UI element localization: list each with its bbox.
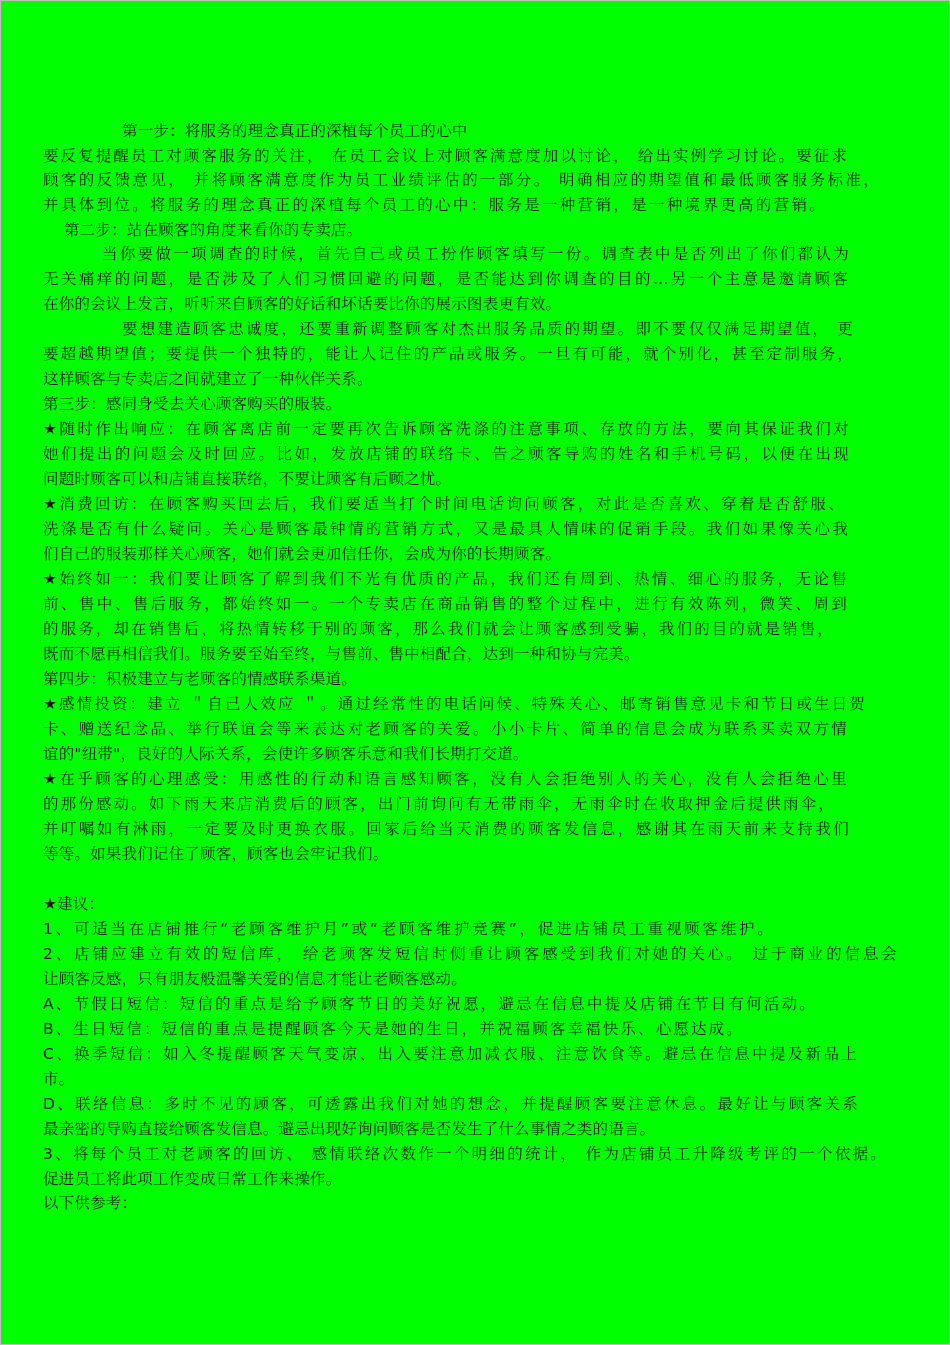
text-line: 最亲密的导购直接给顾客发信息。避忌出现好询问顾客是否发生了什么事情之类的语言。: [43, 1120, 656, 1138]
text-line: 要反复提醒员工对顾客服务的关注， 在员工会议上对顾客满意度加以讨论， 给出实例学习讨论。要征求: [43, 147, 847, 165]
text-line: 既而不愿再相信我们。服务要至始至终，与售前、售中相配合，达到一种和协与完美。: [43, 645, 640, 663]
text-line: 第一步：将服务的理念真正的深植每个员工的心中: [122, 122, 468, 140]
text-line: 第三步：感同身受去关心顾客购买的服装。: [43, 395, 342, 413]
text-line: 问题时顾客可以和店铺直接联络，不要让顾客有后顾之忧。: [43, 470, 452, 488]
text-line: ★在乎顾客的心理感受：用感性的行动和语言感知顾客，没有人会拒绝别人的关心，没有人会拒绝心里: [43, 770, 847, 788]
text-line: 要超越期望值；要提供一个独特的，能让人记住的产品或服务。一旦有可能，就个别化，甚至定制服务，: [43, 345, 853, 363]
text-line: 前、售中、售后服务，都始终如一。一个专卖店在商品销售的整个过程中，进行有效陈列，微笑、周到: [43, 595, 847, 613]
text-line: 在你的会议上发言，听听来自顾客的好话和坏话要比你的展示图表更有效。: [43, 295, 562, 313]
text-line: 第二步：站在顾客的角度来看你的专卖店。: [64, 221, 363, 239]
text-line: 市。: [43, 1070, 75, 1088]
text-line: 谊的"纽带"，良好的人际关系，会使许多顾客乐意和我们长期打交道。: [43, 745, 529, 763]
text-line: ★建议：: [43, 895, 105, 913]
text-line: ★感情投资：建立 ＂自己人效应 ＂。通过经常性的电话问候、特殊关心、邮寄销售意见卡和节日或生日贺: [43, 695, 865, 713]
text-line: 的服务，却在销售后，将热情转移于别的顾客，那么我们就会让顾客感到受骗，我们的目的就是销售，: [43, 620, 833, 638]
text-line: 卡、赠送纪念品、举行联谊会等来表达对老顾客的关爱。小小卡片、简单的信息会成为联系买卖双方情: [43, 720, 847, 738]
text-line: 3、将每个员工对老顾客的回访、 感情联络次数作一个明细的统计， 作为店铺员工升降级考评的一个依据。: [43, 1145, 886, 1163]
text-line: D、联络信息：多时不见的顾客，可透露出我们对她的想念，并提醒顾客要注意休息。最好让与顾客关系: [43, 1095, 858, 1113]
text-line: 等等。如果我们记住了顾客，顾客也会牢记我们。: [43, 845, 389, 863]
text-line: 以下供参考：: [43, 1194, 138, 1212]
text-line: 顾客的反馈意见， 并将顾客满意度作为员工业绩评估的一部分。 明确相应的期望值和最低顾客服务标准，: [43, 171, 879, 189]
text-line: 要想建造顾客忠诚度，还要重新调整顾客对杰出服务品质的期望。即不要仅仅满足期望值， 更: [122, 320, 853, 338]
text-line: 2、店铺应建立有效的短信库， 给老顾客发短信时侧重让顾客感受到我们对她的关心。 过于商业的信息会: [43, 945, 897, 963]
text-line: 当你要做一项调查的时候，首先自己或员工扮作顾客填写一份。调查表中是否列出了你们都认为: [102, 245, 849, 263]
text-line: ★始终如一：我们要让顾客了解到我们不光有优质的产品，我们还有周到、热情、细心的服务，无论售: [43, 570, 847, 588]
text-line: 无关痛痒的问题，是否涉及了人们习惯回避的问题，是否能达到你调查的目的…另一个主意是邀请顾客: [43, 270, 848, 288]
text-line: ★随时作出响应：在顾客离店前一定要再次告诉顾客洗涤的注意事项、存放的方法，要向其保证我们对: [43, 420, 849, 438]
text-line: ★消费回访：在顾客购买回去后，我们要适当打个时间电话询问顾客，对此是否喜欢、穿着是否舒服、: [43, 495, 844, 513]
text-line: 让顾客反感，只有朋友般温馨关爱的信息才能让老顾客感动。: [43, 970, 467, 988]
text-line: 她们提出的问题会及时回应。比如，发放店铺的联络卡、告之顾客导购的姓名和手机号码，以便在出现: [43, 445, 849, 463]
text-line: 1、可适当在店铺推行“老顾客维护月”或“老顾客维护竞赛”，促进店铺员工重视顾客维护。: [43, 920, 773, 938]
text-line: 的那份感动。如下雨天来店消费后的顾客，出门前询问有无带雨伞，无雨伞时在收取押金后提供雨伞，: [43, 795, 834, 813]
text-line: 洗涤是否有什么疑问。关心是顾客最钟情的营销方式，又是最具人情味的促销手段。我们如果像关心我: [43, 520, 848, 538]
text-line: 促进员工将此项工作变成日常工作来操作。: [43, 1170, 342, 1188]
text-line: 们自己的服装那样关心顾客，她们就会更加信任你，会成为你的长期顾客。: [43, 545, 562, 563]
text-line: 这样顾客与专卖店之间就建立了一种伙伴关系。: [43, 370, 373, 388]
text-line: 并具体到位。将服务的理念真正的深植每个员工的心中：服务是一种营销，是一种境界更高的营销。: [43, 196, 825, 214]
text-line: A、节假日短信：短信的重点是给予顾客节日的美好祝愿，避忌在信息中提及店铺在节日有何活动。: [43, 995, 815, 1013]
text-line: C、换季短信：如入冬提醒顾客天气变凉、出入要注意加减衣服、注意饮食等。避忌在信息中提及新品上: [43, 1045, 857, 1063]
text-line: 第四步：积极建立与老顾客的情感联系渠道。: [43, 670, 358, 688]
text-line: B、生日短信：短信的重点是提醒顾客今天是她的生日，并祝福顾客幸福快乐、心愿达成。: [43, 1020, 742, 1038]
text-line: 并叮嘱如有淋雨，一定要及时更换衣服。回家后给当天消费的顾客发信息，感谢其在雨天前来支持我们: [43, 820, 849, 838]
